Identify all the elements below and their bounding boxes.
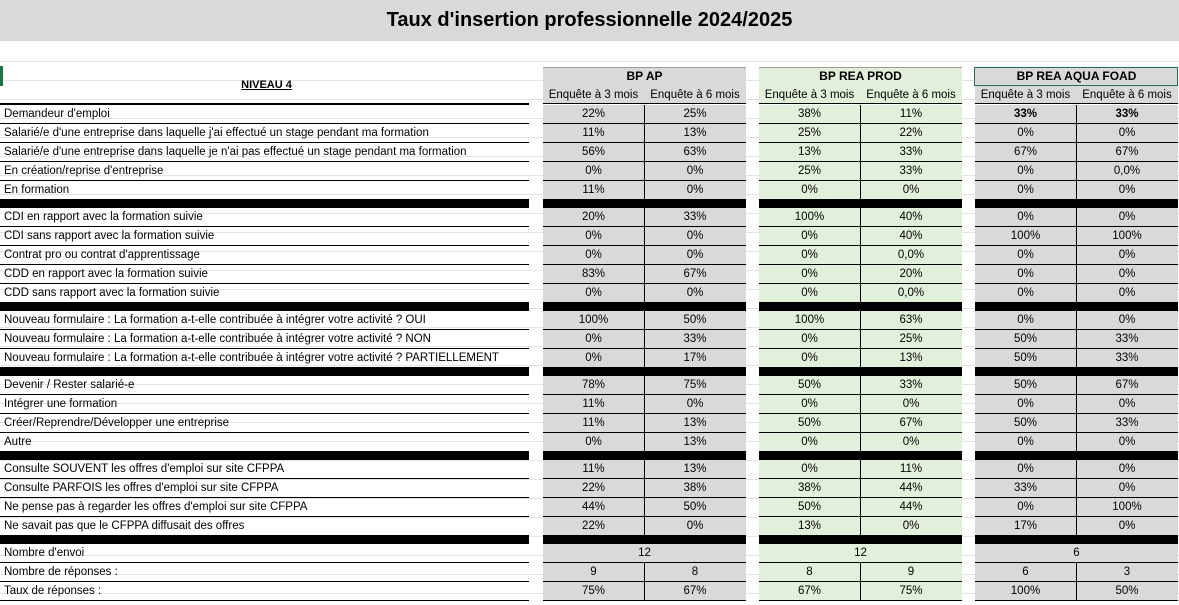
value-cell: 13% [683,436,707,448]
value-cell: 0% [686,287,704,299]
row-label: Salarié/e d'une entreprise dans laquelle j'ai effectué un stage pendant ma formation [4,127,429,139]
section-separator [975,536,1178,544]
cell-divider [860,479,861,498]
value-cell: 11% [899,108,923,120]
cell-divider [1076,246,1077,265]
section-separator [975,368,1178,376]
value-cell: 75% [581,585,606,597]
value-cell: 13% [683,463,707,475]
value-cell: 0% [585,230,602,242]
gridline [0,61,1179,62]
section-separator [975,303,1178,311]
footer-label: Nombre de réponses : [4,566,118,578]
value-cell: 0% [1118,436,1136,448]
section-separator [759,200,962,208]
cell-divider [860,208,861,227]
cell-divider [644,124,645,143]
value-cell: 0% [1118,398,1136,410]
page-title: Taux d'insertion professionnelle 2024/2025 [0,0,1179,41]
cell-divider [644,284,645,303]
row-label: Nouveau formulaire : La formation a-t-elle contribuée à intégrer votre activité ? OUI [4,314,426,326]
value-cell: 0% [585,352,602,364]
row-label: CDD en rapport avec la formation suivie [4,268,208,280]
header-underline [543,103,746,104]
value-cell: 0% [1118,463,1136,475]
value-cell: 50% [1013,379,1038,391]
cell-divider [860,124,861,143]
value-cell: 75% [683,379,707,391]
section-separator [0,536,529,544]
row-label: Demandeur d'emploi [4,108,110,120]
row-label: Ne pense pas à regarder les offres d'emploi sur site CFPPA [4,501,308,513]
value-cell: 33% [1013,108,1038,120]
value-cell: 33% [899,379,923,391]
cell-divider [644,479,645,498]
section-separator [543,368,746,376]
value-cell: 33% [683,333,707,345]
value-cell: 78% [581,379,606,391]
cell-divider [860,349,861,368]
cell-divider [644,460,645,479]
value-cell: 11% [582,398,605,410]
value-cell: 63% [899,314,923,326]
cell-divider [644,208,645,227]
section-separator [543,536,746,544]
cell-divider [1076,582,1077,601]
value-cell: 13% [797,520,822,532]
value-cell: 0% [1017,314,1034,326]
value-cell: 13% [683,127,707,139]
cell-border [543,600,746,601]
value-cell: 0% [1118,482,1136,494]
survey-period-header: Enquête à 6 mois [1082,89,1172,101]
cell-divider [860,265,861,284]
cell-divider [860,395,861,414]
value-cell: 0% [801,333,818,345]
cell-divider [1076,395,1077,414]
value-cell: 50% [1115,585,1139,597]
value-cell: 11% [582,127,605,139]
value-cell: 11% [582,417,605,429]
value-cell: 0% [801,184,818,196]
value-cell: 0% [902,436,920,448]
footer-label: Taux de réponses : [4,585,102,597]
value-cell: 25% [797,127,822,139]
value-cell: 0% [801,352,818,364]
cell-divider [644,376,645,395]
cell-divider [644,433,645,452]
value-cell: 22% [581,482,606,494]
value-cell: 0% [1118,211,1136,223]
value-cell: 50% [683,314,707,326]
niveau-label: NIVEAU 4 [241,79,292,91]
cell-divider [644,330,645,349]
cell-divider [644,227,645,246]
value-cell: 0% [801,249,818,261]
value-cell: 0% [801,287,818,299]
value-cell: 0,0% [897,249,925,261]
value-cell: 40% [899,230,923,242]
value-cell: 100% [794,211,825,223]
merged-value-cell: 6 [1073,547,1080,559]
value-cell: 0% [801,268,818,280]
cell-divider [644,517,645,536]
survey-period-header: Enquête à 6 mois [866,89,956,101]
value-cell: 0,0% [1113,165,1141,177]
section-separator [543,303,746,311]
value-cell: 20% [899,268,923,280]
value-cell: 75% [899,585,923,597]
row-label: Consulte SOUVENT les offres d'emploi sur site CFPPA [4,463,285,475]
value-cell: 17% [1013,520,1038,532]
value-cell: 33% [899,146,923,158]
value-cell: 0% [585,249,602,261]
cell-divider [860,582,861,601]
value-cell: 25% [683,108,707,120]
value-cell: 100% [794,314,825,326]
value-cell: 17% [683,352,707,364]
value-cell: 0% [902,520,920,532]
value-cell: 8 [691,566,699,578]
value-cell: 100% [1010,230,1041,242]
value-cell: 67% [797,585,822,597]
value-cell: 0% [1017,268,1034,280]
cell-divider [1076,376,1077,395]
row-label: Salarié/e d'une entreprise dans laquelle je n'ai pas effectué un stage pendant ma formation [4,146,467,158]
row-label: Ne savait pas que le CFPPA diffusait des offres [4,520,245,532]
row-label: Nouveau formulaire : La formation a-t-elle contribuée à intégrer votre activité ? PARTIELLEMENT [4,352,499,364]
value-cell: 0% [1118,249,1136,261]
value-cell: 13% [683,417,707,429]
cell-divider [644,181,645,200]
value-cell: 0% [585,436,602,448]
value-cell: 0% [585,333,602,345]
value-cell: 0% [585,165,602,177]
cell-divider [644,395,645,414]
value-cell: 67% [899,417,923,429]
value-cell: 0% [686,249,704,261]
row-label: CDD sans rapport avec la formation suivie [4,287,220,299]
value-cell: 0,0% [897,287,925,299]
value-cell: 0% [902,398,920,410]
value-cell: 33% [1013,482,1038,494]
cell-divider [1076,349,1077,368]
value-cell: 83% [581,268,606,280]
cell-divider [1076,460,1077,479]
value-cell: 0% [801,398,818,410]
value-cell: 22% [899,127,923,139]
cell-divider [1076,181,1077,200]
cell-divider [860,246,861,265]
value-cell: 0% [1118,287,1136,299]
cell-divider [860,143,861,162]
cell-divider [644,498,645,517]
row-label: Intégrer une formation [4,398,118,410]
value-cell: 38% [797,482,822,494]
cell-divider [644,162,645,181]
value-cell: 0% [1017,249,1034,261]
value-cell: 40% [899,211,923,223]
section-separator [0,452,529,460]
cell-divider [1076,433,1077,452]
merged-value-cell: 12 [638,547,651,559]
row-label: CDI en rapport avec la formation suivie [4,211,203,223]
value-cell: 50% [1013,333,1038,345]
section-separator [759,452,962,460]
value-cell: 9 [590,566,597,578]
value-cell: 33% [1115,352,1139,364]
value-cell: 50% [1013,352,1038,364]
value-cell: 0% [1118,520,1136,532]
value-cell: 0% [686,398,704,410]
section-separator [759,536,962,544]
value-cell: 50% [797,379,822,391]
value-cell: 0% [686,520,704,532]
cell-divider [860,162,861,181]
row-label: Nouveau formulaire : La formation a-t-elle contribuée à intégrer votre activité ? NON [4,333,431,345]
section-separator [975,452,1178,460]
value-cell: 33% [899,165,923,177]
value-cell: 50% [797,501,822,513]
value-cell: 67% [683,585,707,597]
value-cell: 67% [683,268,707,280]
section-separator [0,303,529,311]
cell-divider [1076,124,1077,143]
value-cell: 0% [686,184,704,196]
value-cell: 38% [797,108,822,120]
value-cell: 100% [1010,585,1041,597]
cell-divider [1076,563,1077,582]
value-cell: 11% [582,184,605,196]
section-separator [759,368,962,376]
value-cell: 11% [582,463,605,475]
header-topline [759,67,962,68]
value-cell: 33% [683,211,707,223]
value-cell: 50% [683,501,707,513]
cell-divider [1076,498,1077,517]
survey-period-header: Enquête à 6 mois [650,89,740,101]
value-cell: 0% [1017,436,1034,448]
cell-divider [644,563,645,582]
section-separator [0,200,529,208]
value-cell: 67% [1013,146,1038,158]
merged-value-cell: 12 [854,547,867,559]
value-cell: 9 [907,566,915,578]
cell-divider [644,349,645,368]
value-cell: 33% [1115,417,1139,429]
value-cell: 0% [686,165,704,177]
value-cell: 0% [1017,398,1034,410]
cell-divider [644,311,645,330]
section-separator [975,200,1178,208]
value-cell: 0% [686,230,704,242]
group-header-3: BP REA AQUA FOAD [1016,69,1137,83]
cell-border [975,600,1178,601]
value-cell: 0% [1118,184,1136,196]
value-cell: 50% [1013,417,1038,429]
cell-divider [1076,208,1077,227]
value-cell: 0% [1118,314,1136,326]
value-cell: 67% [1115,146,1139,158]
selected-row-marker [0,66,3,86]
row-label: Autre [4,436,32,448]
section-separator [543,200,746,208]
value-cell: 25% [899,333,923,345]
header-underline [759,103,962,104]
cell-divider [1076,105,1077,124]
value-cell: 13% [899,352,923,364]
row-border [0,600,529,601]
value-cell: 38% [683,482,707,494]
row-label: Devenir / Rester salarié-e [4,379,135,391]
value-cell: 0% [1017,287,1034,299]
cell-divider [644,143,645,162]
cell-divider [860,105,861,124]
cell-divider [1076,414,1077,433]
row-label: Consulte PARFOIS les offres d'emploi sur site CFPPA [4,482,279,494]
cell-divider [860,330,861,349]
value-cell: 0% [1017,463,1034,475]
value-cell: 0% [1017,184,1034,196]
value-cell: 44% [899,501,923,513]
row-label: En création/reprise d'entreprise [4,165,164,177]
footer-label: Nombre d'envoi [4,547,85,559]
cell-divider [860,284,861,303]
section-separator [543,452,746,460]
cell-divider [860,433,861,452]
value-cell: 25% [797,165,822,177]
cell-divider [1076,284,1077,303]
survey-period-header: Enquête à 3 mois [980,89,1071,101]
cell-divider [860,181,861,200]
value-cell: 11% [899,463,923,475]
group-header-1: BP AP [626,69,663,83]
cell-divider [1076,143,1077,162]
value-cell: 0% [801,436,818,448]
value-cell: 22% [581,520,606,532]
value-cell: 63% [683,146,707,158]
cell-divider [1076,517,1077,536]
cell-divider [1076,311,1077,330]
cell-border [759,600,962,601]
value-cell: 50% [797,417,822,429]
survey-period-header: Enquête à 3 mois [764,89,855,101]
value-cell: 44% [581,501,606,513]
cell-divider [860,517,861,536]
value-cell: 44% [899,482,923,494]
value-cell: 22% [581,108,606,120]
cell-divider [860,498,861,517]
value-cell: 67% [1115,379,1139,391]
value-cell: 0% [1017,501,1034,513]
value-cell: 6 [1022,566,1029,578]
selected-cell-outline [974,67,1178,86]
cell-divider [860,376,861,395]
value-cell: 100% [1112,230,1142,242]
value-cell: 0% [1118,268,1136,280]
cell-divider [644,582,645,601]
value-cell: 0% [1017,165,1034,177]
row-label: CDI sans rapport avec la formation suivie [4,230,215,242]
section-separator [0,368,529,376]
cell-divider [860,460,861,479]
value-cell: 8 [806,566,813,578]
survey-period-header: Enquête à 3 mois [548,89,639,101]
cell-divider [860,311,861,330]
cell-divider [644,265,645,284]
value-cell: 0% [801,463,818,475]
cell-divider [1076,330,1077,349]
cell-divider [644,246,645,265]
cell-divider [1076,265,1077,284]
value-cell: 33% [1115,333,1139,345]
value-cell: 100% [1112,501,1142,513]
value-cell: 0% [1017,211,1034,223]
value-cell: 20% [581,211,606,223]
row-label: En formation [4,184,70,196]
cell-divider [860,563,861,582]
value-cell: 33% [1115,108,1139,120]
value-cell: 0% [585,287,602,299]
value-cell: 0% [902,184,920,196]
group-header-2: BP REA PROD [819,69,902,83]
cell-divider [860,227,861,246]
value-cell: 0% [1118,127,1136,139]
header-underline [975,103,1178,104]
section-separator [759,303,962,311]
row-label: Créer/Reprendre/Développer une entreprise [4,417,230,429]
value-cell: 100% [578,314,609,326]
value-cell: 56% [581,146,606,158]
value-cell: 0% [801,230,818,242]
cell-divider [860,414,861,433]
cell-divider [644,414,645,433]
value-cell: 0% [1017,127,1034,139]
cell-divider [1076,227,1077,246]
cell-divider [644,105,645,124]
row-label: Contrat pro ou contrat d'apprentissage [4,249,200,261]
cell-divider [1076,479,1077,498]
value-cell: 3 [1123,566,1131,578]
cell-divider [1076,162,1077,181]
header-topline [543,67,746,68]
value-cell: 13% [797,146,822,158]
